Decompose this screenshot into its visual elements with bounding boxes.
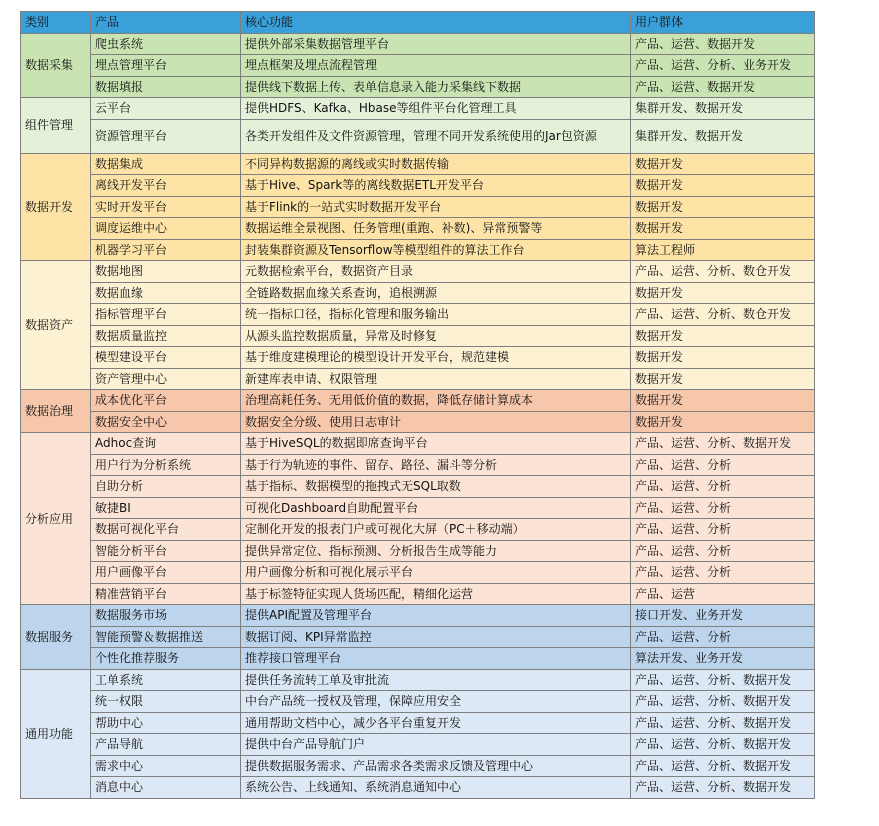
table-row	[21, 669, 815, 691]
table-row	[21, 755, 815, 777]
product-cell: 成本优化平台	[91, 390, 241, 412]
category-cell: 数据服务	[21, 605, 91, 670]
core-function-cell: 提供任务流转工单及审批流	[241, 669, 631, 691]
table-row	[21, 583, 815, 605]
user-group-cell: 产品、运营、分析	[631, 519, 815, 541]
core-function-cell: 数据运维全景视图、任务管理(重跑、补数)、异常预警等	[241, 218, 631, 240]
core-function-cell: 不同异构数据源的离线或实时数据传输	[241, 153, 631, 175]
core-function-cell: 通用帮助文档中心，减少各平台重复开发	[241, 712, 631, 734]
category-cell: 分析应用	[21, 433, 91, 605]
core-function-cell: 推荐接口管理平台	[241, 648, 631, 670]
table-row	[21, 691, 815, 713]
user-group-cell: 集群开发、数据开发	[631, 98, 815, 120]
product-cell: 资产管理中心	[91, 368, 241, 390]
category-cell: 数据治理	[21, 390, 91, 433]
core-function-cell: 提供中台产品导航门户	[241, 734, 631, 756]
table-row	[21, 347, 815, 369]
table-row	[21, 648, 815, 670]
product-cell: 帮助中心	[91, 712, 241, 734]
product-cell: 用户画像平台	[91, 562, 241, 584]
category-cell: 数据采集	[21, 33, 91, 98]
header-product: 产品	[91, 12, 241, 34]
product-cell: 数据可视化平台	[91, 519, 241, 541]
user-group-cell: 产品、运营、数据开发	[631, 33, 815, 55]
core-function-cell: 封装集群资源及Tensorflow等模型组件的算法工作台	[241, 239, 631, 261]
product-cell: 离线开发平台	[91, 175, 241, 197]
user-group-cell: 数据开发	[631, 347, 815, 369]
category-cell: 数据资产	[21, 261, 91, 390]
product-cell: 爬虫系统	[91, 33, 241, 55]
core-function-cell: 提供线下数据上传、表单信息录入能力采集线下数据	[241, 76, 631, 98]
header-core-function: 核心功能	[241, 12, 631, 34]
table-row	[21, 712, 815, 734]
table-row	[21, 734, 815, 756]
core-function-cell: 系统公告、上线通知、系统消息通知中心	[241, 777, 631, 799]
table-row	[21, 562, 815, 584]
core-function-cell: 基于行为轨迹的事件、留存、路径、漏斗等分析	[241, 454, 631, 476]
user-group-cell: 产品、运营、分析、数据开发	[631, 669, 815, 691]
user-group-cell: 产品、运营、数据开发	[631, 76, 815, 98]
product-cell: 云平台	[91, 98, 241, 120]
table-row	[21, 218, 815, 240]
category-cell: 数据开发	[21, 153, 91, 261]
core-function-cell: 基于Flink的一站式实时数据开发平台	[241, 196, 631, 218]
product-cell: Adhoc查询	[91, 433, 241, 455]
user-group-cell: 数据开发	[631, 368, 815, 390]
core-function-cell: 可视化Dashboard自助配置平台	[241, 497, 631, 519]
core-function-cell: 数据订阅、KPI异常监控	[241, 626, 631, 648]
core-function-cell: 提供数据服务需求、产品需求各类需求反馈及管理中心	[241, 755, 631, 777]
core-function-cell: 中台产品统一授权及管理，保障应用安全	[241, 691, 631, 713]
product-matrix-table	[20, 11, 815, 799]
table-row	[21, 454, 815, 476]
header-category: 类别	[21, 12, 91, 34]
core-function-cell: 基于Hive、Spark等的离线数据ETL开发平台	[241, 175, 631, 197]
table-row	[21, 626, 815, 648]
core-function-cell: 从源头监控数据质量，异常及时修复	[241, 325, 631, 347]
user-group-cell: 产品、运营、分析、业务开发	[631, 55, 815, 77]
core-function-cell: 定制化开发的报表门户或可视化大屏（PC＋移动端）	[241, 519, 631, 541]
core-function-cell: 基于指标、数据模型的拖拽式无SQL取数	[241, 476, 631, 498]
user-group-cell: 数据开发	[631, 390, 815, 412]
core-function-cell: 数据安全分级、使用日志审计	[241, 411, 631, 433]
table-row	[21, 540, 815, 562]
table-row	[21, 261, 815, 283]
product-cell: 精准营销平台	[91, 583, 241, 605]
product-cell: 模型建设平台	[91, 347, 241, 369]
product-cell: 自助分析	[91, 476, 241, 498]
product-cell: 调度运维中心	[91, 218, 241, 240]
table-row	[21, 282, 815, 304]
table-row	[21, 605, 815, 627]
user-group-cell: 产品、运营、分析、数据开发	[631, 755, 815, 777]
table-row	[21, 519, 815, 541]
table-row	[21, 497, 815, 519]
user-group-cell: 数据开发	[631, 196, 815, 218]
user-group-cell: 数据开发	[631, 282, 815, 304]
product-cell: 智能分析平台	[91, 540, 241, 562]
product-cell: 数据服务市场	[91, 605, 241, 627]
product-cell: 数据地图	[91, 261, 241, 283]
table-row	[21, 325, 815, 347]
user-group-cell: 算法工程师	[631, 239, 815, 261]
user-group-cell: 产品、运营	[631, 583, 815, 605]
table-row	[21, 368, 815, 390]
product-cell: 用户行为分析系统	[91, 454, 241, 476]
user-group-cell: 数据开发	[631, 175, 815, 197]
core-function-cell: 基于HiveSQL的数据即席查询平台	[241, 433, 631, 455]
table-row	[21, 304, 815, 326]
core-function-cell: 提供外部采集数据管理平台	[241, 33, 631, 55]
table-row	[21, 153, 815, 175]
core-function-cell: 用户画像分析和可视化展示平台	[241, 562, 631, 584]
table-row	[21, 33, 815, 55]
user-group-cell: 产品、运营、分析	[631, 476, 815, 498]
product-cell: 产品导航	[91, 734, 241, 756]
table-row	[21, 411, 815, 433]
product-cell: 消息中心	[91, 777, 241, 799]
table-row	[21, 476, 815, 498]
table-row	[21, 98, 815, 120]
user-group-cell: 数据开发	[631, 411, 815, 433]
table-row	[21, 433, 815, 455]
core-function-cell: 全链路数据血缘关系查询，追根溯源	[241, 282, 631, 304]
user-group-cell: 算法开发、业务开发	[631, 648, 815, 670]
user-group-cell: 产品、运营、分析	[631, 497, 815, 519]
category-cell: 组件管理	[21, 98, 91, 154]
table-row	[21, 777, 815, 799]
table-row	[21, 196, 815, 218]
user-group-cell: 产品、运营、分析、数据开发	[631, 777, 815, 799]
product-cell: 数据填报	[91, 76, 241, 98]
user-group-cell: 数据开发	[631, 153, 815, 175]
product-cell: 需求中心	[91, 755, 241, 777]
table-row	[21, 390, 815, 412]
product-cell: 实时开发平台	[91, 196, 241, 218]
table-row	[21, 55, 815, 77]
core-function-cell: 治理高耗任务、无用低价值的数据，降低存储计算成本	[241, 390, 631, 412]
product-cell: 数据安全中心	[91, 411, 241, 433]
user-group-cell: 产品、运营、分析、数据开发	[631, 691, 815, 713]
table-row	[21, 119, 815, 153]
core-function-cell: 提供异常定位、指标预测、分析报告生成等能力	[241, 540, 631, 562]
core-function-cell: 元数据检索平台，数据资产目录	[241, 261, 631, 283]
core-function-cell: 基于标签特征实现人货场匹配，精细化运营	[241, 583, 631, 605]
category-cell: 通用功能	[21, 669, 91, 798]
product-cell: 数据集成	[91, 153, 241, 175]
header-user-group: 用户群体	[631, 12, 815, 34]
product-cell: 个性化推荐服务	[91, 648, 241, 670]
product-cell: 敏捷BI	[91, 497, 241, 519]
table-body	[21, 33, 815, 798]
user-group-cell: 产品、运营、分析、数据开发	[631, 734, 815, 756]
user-group-cell: 数据开发	[631, 218, 815, 240]
user-group-cell: 产品、运营、分析、数据开发	[631, 433, 815, 455]
table-row	[21, 175, 815, 197]
user-group-cell: 接口开发、业务开发	[631, 605, 815, 627]
user-group-cell: 产品、运营、分析、数仓开发	[631, 261, 815, 283]
product-cell: 智能预警＆数据推送	[91, 626, 241, 648]
product-cell: 机器学习平台	[91, 239, 241, 261]
product-cell: 统一权限	[91, 691, 241, 713]
product-cell: 数据质量监控	[91, 325, 241, 347]
user-group-cell: 产品、运营、分析	[631, 454, 815, 476]
product-cell: 资源管理平台	[91, 119, 241, 153]
product-cell: 埋点管理平台	[91, 55, 241, 77]
header-row	[21, 12, 815, 34]
product-cell: 数据血缘	[91, 282, 241, 304]
table-row	[21, 239, 815, 261]
user-group-cell: 产品、运营、分析	[631, 562, 815, 584]
table-row	[21, 76, 815, 98]
user-group-cell: 集群开发、数据开发	[631, 119, 815, 153]
core-function-cell: 统一指标口径，指标化管理和服务输出	[241, 304, 631, 326]
core-function-cell: 各类开发组件及文件资源管理，管理不同开发系统使用的Jar包资源	[241, 119, 631, 153]
core-function-cell: 新建库表申请、权限管理	[241, 368, 631, 390]
core-function-cell: 基于维度建模理论的模型设计开发平台，规范建模	[241, 347, 631, 369]
product-cell: 指标管理平台	[91, 304, 241, 326]
core-function-cell: 埋点框架及埋点流程管理	[241, 55, 631, 77]
user-group-cell: 产品、运营、分析	[631, 626, 815, 648]
user-group-cell: 产品、运营、分析、数仓开发	[631, 304, 815, 326]
product-cell: 工单系统	[91, 669, 241, 691]
user-group-cell: 数据开发	[631, 325, 815, 347]
core-function-cell: 提供API配置及管理平台	[241, 605, 631, 627]
core-function-cell: 提供HDFS、Kafka、Hbase等组件平台化管理工具	[241, 98, 631, 120]
user-group-cell: 产品、运营、分析	[631, 540, 815, 562]
user-group-cell: 产品、运营、分析、数据开发	[631, 712, 815, 734]
